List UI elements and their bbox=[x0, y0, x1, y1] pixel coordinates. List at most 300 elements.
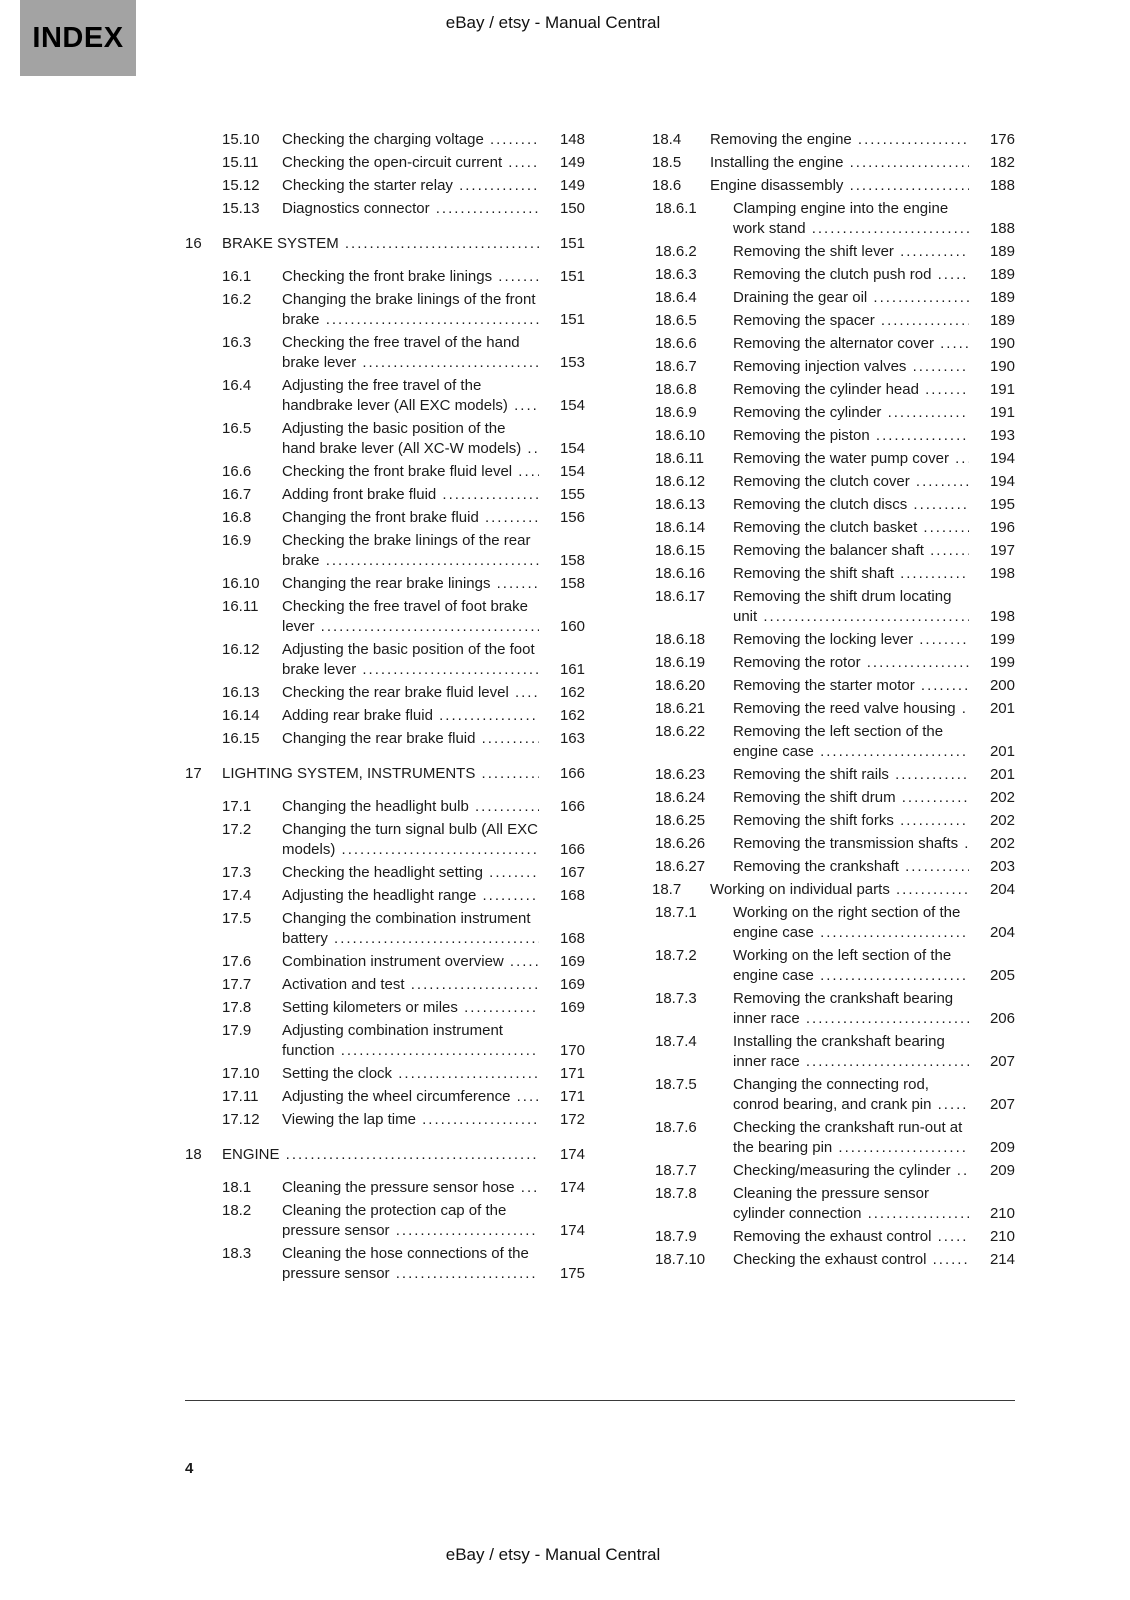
toc-entry-title-wrap bbox=[733, 1161, 969, 1181]
toc-entry-title-wrap bbox=[282, 1087, 539, 1107]
toc-entry-title: Removing the transmission shafts ..... bbox=[733, 835, 958, 852]
index-label: INDEX bbox=[32, 21, 124, 54]
toc-entry-page: 189 bbox=[989, 289, 1015, 306]
toc-entry bbox=[652, 903, 1015, 943]
toc-entry-title-wrap bbox=[282, 153, 539, 173]
toc-entry-page: 171 bbox=[559, 1065, 585, 1082]
toc-entry-number: 18.6.21 bbox=[655, 700, 706, 717]
toc-entry-number: 18.7.9 bbox=[655, 1228, 697, 1245]
toc-entry-title-wrap bbox=[733, 311, 969, 331]
toc-entry-title: Removing the clutch discs ..... bbox=[733, 496, 907, 513]
toc-entry-page: 169 bbox=[559, 953, 585, 970]
toc-entry-title: Removing the clutch basket ..... bbox=[733, 519, 917, 536]
toc-entry bbox=[185, 290, 585, 330]
toc-entry-number: 18.2 bbox=[222, 1202, 252, 1219]
toc-entry-title: Checking the rear brake fluid level ..... bbox=[282, 684, 509, 701]
toc-entry-title: Removing the clutch cover ..... bbox=[733, 473, 910, 490]
toc-entry-title: Removing the crankshaft bearing inner race ..... bbox=[733, 990, 953, 1027]
toc-entry-number: 17.6 bbox=[222, 953, 252, 970]
toc-entry-title-wrap bbox=[733, 1227, 969, 1247]
toc-entry bbox=[652, 380, 1015, 400]
toc-entry-page: 151 bbox=[559, 268, 585, 285]
toc-entry-number: 18.6 bbox=[652, 177, 682, 194]
toc-entry bbox=[652, 153, 1015, 173]
toc-entry-title-wrap bbox=[282, 863, 539, 883]
toc-entry-title-wrap bbox=[733, 288, 969, 308]
toc-entry bbox=[652, 495, 1015, 515]
toc-entry-title-wrap bbox=[733, 765, 969, 785]
toc-entry-title: Removing the crankshaft ..... bbox=[733, 858, 899, 875]
toc-entry-page: 197 bbox=[989, 542, 1015, 559]
toc-entry-number: 16.7 bbox=[222, 486, 252, 503]
toc-entry-number: 17.7 bbox=[222, 976, 252, 993]
toc-entry-title: Checking the brake linings of the rear brake ..... bbox=[282, 532, 530, 569]
toc-entry-title-wrap bbox=[733, 630, 969, 650]
toc-entry-title: Cleaning the pressure sensor cylinder connection ..... bbox=[733, 1185, 929, 1222]
toc-entry-title-wrap bbox=[282, 290, 539, 330]
footer-title: eBay / etsy - Manual Central bbox=[445, 1545, 661, 1564]
toc-entry-page: 191 bbox=[989, 404, 1015, 421]
toc-entry-title-wrap bbox=[282, 130, 539, 150]
toc-entry-page: 209 bbox=[989, 1139, 1015, 1156]
toc-entry-title: Adding rear brake fluid ..... bbox=[282, 707, 433, 724]
toc-entry-page: 169 bbox=[559, 999, 585, 1016]
toc-entry-page: 204 bbox=[989, 881, 1015, 898]
toc-entry-page: 162 bbox=[559, 707, 585, 724]
toc-entry-title-wrap bbox=[282, 1178, 539, 1198]
toc-entry-page: 171 bbox=[559, 1088, 585, 1105]
toc-entry-page: 200 bbox=[989, 677, 1015, 694]
toc-entry bbox=[652, 541, 1015, 561]
toc-entry-title: Cleaning the pressure sensor hose ..... bbox=[282, 1179, 515, 1196]
toc-entry-title: Removing the cylinder ..... bbox=[733, 404, 881, 421]
toc-entry-page: 162 bbox=[559, 684, 585, 701]
toc-entry-page: 148 bbox=[559, 131, 585, 148]
toc-entry-title-wrap bbox=[282, 952, 539, 972]
toc-entry-title: ENGINE ..... bbox=[222, 1146, 280, 1163]
toc-entry bbox=[652, 946, 1015, 986]
toc-entry-title-wrap bbox=[733, 199, 969, 239]
toc-column-left bbox=[185, 130, 585, 1287]
toc-entry-title: Changing the combination instrument battery ..... bbox=[282, 910, 530, 947]
toc-entry-number: 18.3 bbox=[222, 1245, 252, 1262]
toc-entry-title: Changing the rear brake fluid ..... bbox=[282, 730, 475, 747]
toc-entry-title: Removing the left section of the engine case ..... bbox=[733, 723, 943, 760]
toc-entry-title: Checking the starter relay ..... bbox=[282, 177, 453, 194]
toc-entry-page: 182 bbox=[989, 154, 1015, 171]
toc-entry-number: 18.7.10 bbox=[655, 1251, 706, 1268]
toc-entry-title: Removing the shift drum locating unit ..... bbox=[733, 588, 951, 625]
toc-entry bbox=[185, 640, 585, 680]
toc-entry-title-wrap bbox=[733, 564, 969, 584]
toc-entry-page: 176 bbox=[989, 131, 1015, 148]
toc-entry bbox=[652, 676, 1015, 696]
toc-entry-title-wrap bbox=[282, 820, 539, 860]
toc-entry-page: 199 bbox=[989, 631, 1015, 648]
toc-entry-number: 18.5 bbox=[652, 154, 682, 171]
toc-entry-page: 201 bbox=[989, 766, 1015, 783]
toc-entry bbox=[185, 729, 585, 749]
toc-entry-number: 17.3 bbox=[222, 864, 252, 881]
toc-entry-page: 198 bbox=[989, 608, 1015, 625]
toc-entry-number: 17 bbox=[185, 765, 202, 782]
toc-entry-number: 16 bbox=[185, 235, 202, 252]
toc-entry-number: 16.9 bbox=[222, 532, 252, 549]
toc-entry bbox=[652, 811, 1015, 831]
toc-entry-title: Changing the rear brake linings ..... bbox=[282, 575, 490, 592]
toc-entry-title: Combination instrument overview ..... bbox=[282, 953, 504, 970]
toc-entry-number: 17.5 bbox=[222, 910, 252, 927]
toc-entry-title-wrap bbox=[733, 495, 969, 515]
toc-entry-page: 207 bbox=[989, 1096, 1015, 1113]
toc-entry-page: 158 bbox=[559, 575, 585, 592]
toc-entry-title: Checking/measuring the cylinder ..... bbox=[733, 1162, 951, 1179]
toc-entry-number: 18.7.3 bbox=[655, 990, 697, 1007]
toc-entry-page: 188 bbox=[989, 177, 1015, 194]
toc-entry-number: 18.6.20 bbox=[655, 677, 706, 694]
toc-entry bbox=[652, 587, 1015, 627]
toc-entry-number: 18.6.9 bbox=[655, 404, 697, 421]
toc-entry-number: 16.12 bbox=[222, 641, 260, 658]
toc-entry-title: Installing the engine ..... bbox=[710, 154, 843, 171]
toc-entry-title-wrap bbox=[733, 903, 969, 943]
toc-entry-page: 205 bbox=[989, 967, 1015, 984]
toc-entry-number: 18.6.27 bbox=[655, 858, 706, 875]
toc-entry-page: 209 bbox=[989, 1162, 1015, 1179]
toc-entry-title: Adding front brake fluid ..... bbox=[282, 486, 436, 503]
toc-entry-number: 17.1 bbox=[222, 798, 252, 815]
toc-entry-page: 149 bbox=[559, 177, 585, 194]
toc-entry bbox=[652, 176, 1015, 196]
toc-entry-title: Changing the brake linings of the front brake ..... bbox=[282, 291, 536, 328]
toc-entry bbox=[652, 1250, 1015, 1270]
toc-entry-title-wrap bbox=[282, 1064, 539, 1084]
toc-entry-title: Working on the right section of the engine case ..... bbox=[733, 904, 960, 941]
toc-entry-title: Removing the spacer ..... bbox=[733, 312, 875, 329]
toc-entry-number: 18.6.6 bbox=[655, 335, 697, 352]
toc-entry-page: 210 bbox=[989, 1228, 1015, 1245]
toc-entry-number: 18.6.7 bbox=[655, 358, 697, 375]
toc-entry-title: Checking the charging voltage ..... bbox=[282, 131, 484, 148]
toc-entry-number: 18.6.2 bbox=[655, 243, 697, 260]
toc-entry bbox=[652, 1032, 1015, 1072]
toc-entry-title-wrap bbox=[733, 676, 969, 696]
toc-entry-number: 18.6.10 bbox=[655, 427, 706, 444]
toc-entry-title-wrap bbox=[710, 130, 969, 150]
toc-entry bbox=[185, 153, 585, 173]
toc-entry bbox=[185, 130, 585, 150]
toc-entry-number: 18.7 bbox=[652, 881, 682, 898]
toc-entry-title: Checking the free travel of the hand brake lever ..... bbox=[282, 334, 520, 371]
toc-entry-title-wrap bbox=[282, 886, 539, 906]
toc-entry-title: Removing the shift lever ..... bbox=[733, 243, 894, 260]
toc-entry-page: 175 bbox=[559, 1265, 585, 1282]
toc-entry bbox=[652, 518, 1015, 538]
toc-entry-title: Installing the crankshaft bearing inner race ..... bbox=[733, 1033, 945, 1070]
toc-entry bbox=[652, 449, 1015, 469]
toc-entry-number: 16.13 bbox=[222, 684, 260, 701]
toc-entry-number: 18.7.7 bbox=[655, 1162, 697, 1179]
toc-entry-title: Adjusting the headlight range ..... bbox=[282, 887, 476, 904]
toc-entry-number: 17.10 bbox=[222, 1065, 260, 1082]
toc-entry bbox=[652, 130, 1015, 150]
toc-entry-title-wrap bbox=[710, 880, 969, 900]
toc-entry-title: Removing the cylinder head ..... bbox=[733, 381, 919, 398]
toc-entry-title-wrap bbox=[282, 1244, 539, 1284]
toc-entry-number: 16.14 bbox=[222, 707, 260, 724]
toc-entry-page: 161 bbox=[559, 661, 585, 678]
toc-entry-page: 198 bbox=[989, 565, 1015, 582]
toc-entry-page: 174 bbox=[559, 1179, 585, 1196]
toc-entry-page: 154 bbox=[559, 463, 585, 480]
toc-entry-title: Adjusting the basic position of the foot brake lever ..... bbox=[282, 641, 535, 678]
toc-entry-number: 17.4 bbox=[222, 887, 252, 904]
toc-entry bbox=[652, 880, 1015, 900]
toc-entry bbox=[185, 531, 585, 571]
toc-entry-number: 18.6.18 bbox=[655, 631, 706, 648]
toc-entry-title-wrap bbox=[282, 683, 539, 703]
toc-entry-title: Removing the balancer shaft ..... bbox=[733, 542, 924, 559]
toc-entry-number: 18.6.12 bbox=[655, 473, 706, 490]
toc-entry bbox=[652, 653, 1015, 673]
toc-entry-page: 166 bbox=[559, 798, 585, 815]
toc-entry-title: Adjusting the basic position of the hand brake lever (All XC-W models) ..... bbox=[282, 420, 521, 457]
toc-entry-title-wrap bbox=[282, 597, 539, 637]
header-title: eBay / etsy - Manual Central bbox=[445, 13, 661, 32]
toc-entry-title-wrap bbox=[733, 989, 969, 1029]
toc-entry bbox=[185, 234, 585, 254]
toc-entry-page: 202 bbox=[989, 812, 1015, 829]
toc-entry-title-wrap bbox=[733, 834, 969, 854]
toc-entry-title: Removing the shift shaft ..... bbox=[733, 565, 894, 582]
toc-entry-title-wrap bbox=[282, 531, 539, 571]
toc-entry-number: 16.4 bbox=[222, 377, 252, 394]
toc-entry-page: 166 bbox=[559, 841, 585, 858]
toc-entry bbox=[652, 1075, 1015, 1115]
toc-entry bbox=[185, 706, 585, 726]
toc-entry-page: 210 bbox=[989, 1205, 1015, 1222]
toc-entry-number: 17.9 bbox=[222, 1022, 252, 1039]
toc-entry bbox=[185, 462, 585, 482]
toc-entry-title-wrap bbox=[282, 975, 539, 995]
toc-entry-page: 207 bbox=[989, 1053, 1015, 1070]
toc-entry-title-wrap bbox=[282, 485, 539, 505]
toc-entry-title: Adjusting the wheel circumference ..... bbox=[282, 1088, 510, 1105]
toc-column-right bbox=[652, 130, 1015, 1287]
toc-entry bbox=[185, 998, 585, 1018]
toc-entry-title-wrap bbox=[282, 462, 539, 482]
index-label-box bbox=[20, 0, 136, 76]
toc-entry-title: Engine disassembly ..... bbox=[710, 177, 843, 194]
toc-entry-title-wrap bbox=[733, 426, 969, 446]
toc-entry-page: 201 bbox=[989, 700, 1015, 717]
toc-entry-title: Checking the exhaust control ..... bbox=[733, 1251, 926, 1268]
toc-entry-number: 16.10 bbox=[222, 575, 260, 592]
toc-entry bbox=[185, 199, 585, 219]
toc-entry-title: Removing the shift forks ..... bbox=[733, 812, 894, 829]
toc-entry-title: Checking the crankshaft run-out at the bearing pin ..... bbox=[733, 1119, 962, 1156]
toc-entry-title: Changing the headlight bulb ..... bbox=[282, 798, 469, 815]
toc-entry-title-wrap bbox=[222, 764, 539, 784]
toc-entry-number: 16.15 bbox=[222, 730, 260, 747]
toc-entry-number: 16.11 bbox=[222, 598, 259, 615]
toc-entry-number: 18.6.8 bbox=[655, 381, 697, 398]
toc-entry-title-wrap bbox=[733, 1118, 969, 1158]
toc-entry-number: 18 bbox=[185, 1146, 202, 1163]
toc-entry-title-wrap bbox=[733, 1250, 969, 1270]
toc-entry-number: 16.8 bbox=[222, 509, 252, 526]
toc-entry-number: 18.7.6 bbox=[655, 1119, 697, 1136]
toc-entry-number: 18.6.4 bbox=[655, 289, 697, 306]
toc-entry bbox=[652, 989, 1015, 1029]
toc-entry-page: 189 bbox=[989, 243, 1015, 260]
toc-entry-number: 17.8 bbox=[222, 999, 252, 1016]
toc-entry-number: 18.1 bbox=[222, 1179, 252, 1196]
toc-entry-number: 18.6.22 bbox=[655, 723, 706, 740]
toc-entry-number: 17.11 bbox=[222, 1088, 259, 1105]
toc-entry-number: 18.6.3 bbox=[655, 266, 697, 283]
toc-entry-title-wrap bbox=[733, 788, 969, 808]
toc-entry bbox=[652, 699, 1015, 719]
toc-entry-title-wrap bbox=[733, 1184, 969, 1224]
toc-entry bbox=[652, 403, 1015, 423]
toc-entry bbox=[185, 975, 585, 995]
toc-entry-title-wrap bbox=[222, 234, 539, 254]
toc-entry-title: Removing the piston ..... bbox=[733, 427, 870, 444]
toc-entry-page: 168 bbox=[559, 930, 585, 947]
toc-entry-page: 174 bbox=[559, 1146, 585, 1163]
toc-entry bbox=[185, 1178, 585, 1198]
toc-entry-title-wrap bbox=[282, 376, 539, 416]
toc-entry-title: Removing the water pump cover ..... bbox=[733, 450, 949, 467]
toc-entry bbox=[185, 1244, 585, 1284]
toc-entry bbox=[652, 834, 1015, 854]
toc-entry-page: 153 bbox=[559, 354, 585, 371]
toc-entry-page: 206 bbox=[989, 1010, 1015, 1027]
toc-entry-title-wrap bbox=[282, 508, 539, 528]
toc-entry bbox=[652, 426, 1015, 446]
toc-entry-title-wrap bbox=[733, 265, 969, 285]
toc-entry bbox=[185, 952, 585, 972]
toc-entry-title-wrap bbox=[733, 472, 969, 492]
toc-entry-title: Removing the reed valve housing ..... bbox=[733, 700, 956, 717]
toc-entry-page: 194 bbox=[989, 450, 1015, 467]
toc-entry bbox=[185, 863, 585, 883]
toc-entry-title: Viewing the lap time ..... bbox=[282, 1111, 416, 1128]
toc-entry-title-wrap bbox=[282, 729, 539, 749]
toc-entry-page: 154 bbox=[559, 440, 585, 457]
toc-entry-title: Diagnostics connector ..... bbox=[282, 200, 430, 217]
toc-entry bbox=[652, 788, 1015, 808]
toc-entry bbox=[652, 334, 1015, 354]
table-of-contents bbox=[185, 130, 1015, 1287]
toc-entry-title: Removing the alternator cover ..... bbox=[733, 335, 934, 352]
toc-entry-title-wrap bbox=[733, 357, 969, 377]
toc-entry bbox=[652, 630, 1015, 650]
toc-entry-page: 163 bbox=[559, 730, 585, 747]
toc-entry-page: 190 bbox=[989, 358, 1015, 375]
toc-entry-page: 202 bbox=[989, 789, 1015, 806]
toc-entry-title-wrap bbox=[710, 176, 969, 196]
toc-entry-title: Changing the front brake fluid ..... bbox=[282, 509, 479, 526]
toc-entry-page: 155 bbox=[559, 486, 585, 503]
toc-entry-title: Clamping engine into the engine work stand ..... bbox=[733, 200, 948, 237]
toc-entry-page: 149 bbox=[559, 154, 585, 171]
toc-entry-title: Adjusting the free travel of the handbrake lever (All EXC models) ..... bbox=[282, 377, 508, 414]
toc-entry-title: Changing the turn signal bulb (All EXC models) ..... bbox=[282, 821, 538, 858]
toc-entry-page: 202 bbox=[989, 835, 1015, 852]
toc-entry bbox=[185, 909, 585, 949]
toc-entry bbox=[652, 199, 1015, 239]
toc-entry-title: Cleaning the hose connections of the pressure sensor ..... bbox=[282, 1245, 529, 1282]
toc-entry-title: Checking the open-circuit current ..... bbox=[282, 154, 502, 171]
toc-entry bbox=[185, 764, 585, 784]
toc-entry-title: Removing injection valves ..... bbox=[733, 358, 906, 375]
toc-entry-number: 16.1 bbox=[222, 268, 252, 285]
toc-entry-page: 196 bbox=[989, 519, 1015, 536]
toc-entry-title-wrap bbox=[733, 449, 969, 469]
toc-entry-page: 151 bbox=[559, 311, 585, 328]
toc-entry bbox=[185, 574, 585, 594]
toc-entry-title-wrap bbox=[710, 153, 969, 173]
toc-entry-title-wrap bbox=[733, 1032, 969, 1072]
toc-entry bbox=[185, 597, 585, 637]
toc-entry-title-wrap bbox=[282, 640, 539, 680]
toc-entry-page: 168 bbox=[559, 887, 585, 904]
toc-entry-number: 18.6.14 bbox=[655, 519, 706, 536]
toc-entry-number: 18.6.19 bbox=[655, 654, 706, 671]
toc-entry-title-wrap bbox=[733, 699, 969, 719]
toc-entry-number: 18.7.2 bbox=[655, 947, 697, 964]
toc-entry-page: 189 bbox=[989, 312, 1015, 329]
toc-entry-title: Removing the shift drum ..... bbox=[733, 789, 896, 806]
toc-entry-page: 214 bbox=[989, 1251, 1015, 1268]
footer-page-number: 4 bbox=[185, 1460, 194, 1477]
toc-entry-title-wrap bbox=[733, 380, 969, 400]
toc-entry-title: Setting the clock ..... bbox=[282, 1065, 392, 1082]
toc-entry-page: 154 bbox=[559, 397, 585, 414]
toc-entry-title-wrap bbox=[733, 518, 969, 538]
toc-entry-title-wrap bbox=[733, 946, 969, 986]
toc-entry bbox=[652, 1161, 1015, 1181]
toc-entry-title: Removing the engine ..... bbox=[710, 131, 852, 148]
toc-entry-title-wrap bbox=[282, 797, 539, 817]
toc-entry-page: 174 bbox=[559, 1222, 585, 1239]
toc-entry bbox=[652, 288, 1015, 308]
toc-entry-page: 158 bbox=[559, 552, 585, 569]
toc-entry-title: Adjusting combination instrument function ..... bbox=[282, 1022, 503, 1059]
toc-entry bbox=[185, 683, 585, 703]
toc-entry-number: 18.7.8 bbox=[655, 1185, 697, 1202]
toc-entry-page: 170 bbox=[559, 1042, 585, 1059]
toc-entry-number: 16.3 bbox=[222, 334, 252, 351]
toc-entry-title-wrap bbox=[733, 653, 969, 673]
toc-entry-title: Removing the rotor ..... bbox=[733, 654, 861, 671]
toc-entry-page: 201 bbox=[989, 743, 1015, 760]
toc-entry bbox=[185, 1201, 585, 1241]
toc-entry-number: 15.11 bbox=[222, 154, 259, 171]
toc-entry bbox=[652, 1118, 1015, 1158]
toc-entry-title-wrap bbox=[282, 1110, 539, 1130]
toc-entry-title: Activation and test ..... bbox=[282, 976, 405, 993]
toc-entry-page: 195 bbox=[989, 496, 1015, 513]
toc-entry-title: Setting kilometers or miles ..... bbox=[282, 999, 458, 1016]
toc-entry-title-wrap bbox=[733, 334, 969, 354]
toc-entry bbox=[652, 765, 1015, 785]
toc-entry-title-wrap bbox=[733, 1075, 969, 1115]
toc-entry-page: 150 bbox=[559, 200, 585, 217]
toc-entry-title-wrap bbox=[733, 403, 969, 423]
